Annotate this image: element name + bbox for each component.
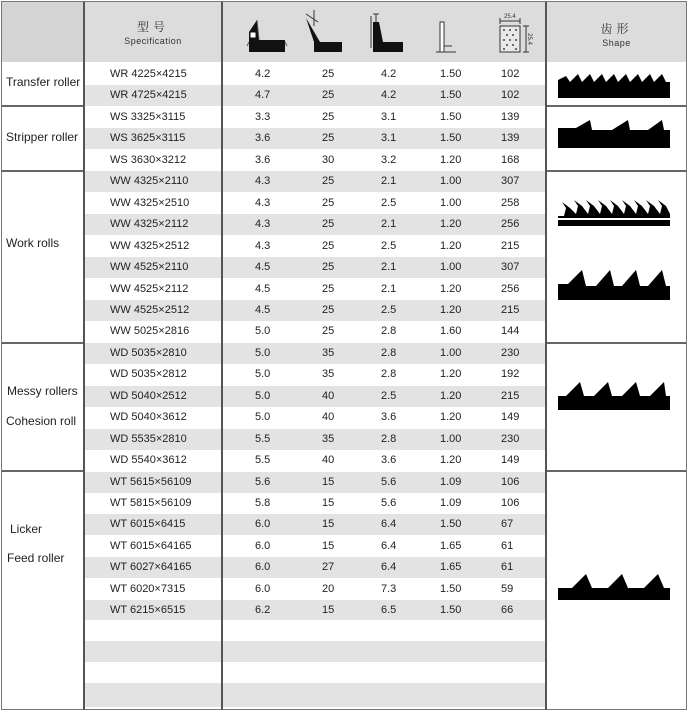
shape-header (547, 20, 686, 48)
table-row (85, 64, 545, 85)
value-cell-v2: 30 (322, 154, 335, 166)
value-cell-v4: 1.20 (440, 283, 462, 295)
tooth-profile-work-fine-icon (556, 194, 672, 228)
value-cell-v1: 3.3 (255, 111, 271, 123)
shape-header-en: Shape (602, 38, 631, 48)
value-cell-v2: 25 (322, 197, 335, 209)
spec-cell: WD 5040×2512 (110, 390, 187, 402)
value-cell-v2: 25 (322, 175, 335, 187)
value-cell-v4: 1.50 (440, 89, 462, 101)
tooth-profile-licker-icon (556, 566, 672, 602)
value-cell-v5: 106 (501, 497, 520, 509)
value-cell-v3: 3.6 (381, 411, 397, 423)
table-row (85, 128, 545, 149)
value-cell-v1: 5.0 (255, 347, 271, 359)
value-cell-v1: 4.5 (255, 304, 271, 316)
table-row (85, 600, 545, 621)
value-cell-v1: 4.3 (255, 197, 271, 209)
value-cell-v2: 40 (322, 411, 335, 423)
value-cell-v5: 102 (501, 89, 520, 101)
value-cell-v5: 59 (501, 583, 514, 595)
value-cell-v2: 25 (322, 325, 335, 337)
value-cell-v2: 27 (322, 561, 335, 573)
spec-cell: WD 5035×2812 (110, 368, 187, 380)
value-cell-v2: 40 (322, 454, 335, 466)
value-cell-v3: 6.4 (381, 518, 397, 530)
column-divider (83, 2, 85, 710)
tooth-angle-icon (300, 8, 346, 56)
value-cell-v1: 5.6 (255, 476, 271, 488)
spec-cell: WR 4225×4215 (110, 68, 187, 80)
value-cell-v4: 1.00 (440, 261, 462, 273)
value-cell-v4: 1.50 (440, 111, 462, 123)
empty-row (85, 620, 545, 641)
dim-label-side: 25.4 (525, 33, 532, 45)
value-cell-v2: 25 (322, 218, 335, 230)
value-cell-v5: 307 (501, 261, 520, 273)
value-cell-v4: 1.20 (440, 454, 462, 466)
value-cell-v2: 35 (322, 368, 335, 380)
spec-cell: WD 5540×3612 (110, 454, 187, 466)
value-cell-v1: 6.2 (255, 604, 271, 616)
spec-cell: WW 4325×2510 (110, 197, 190, 209)
table-row (85, 343, 545, 364)
group-separator (2, 342, 83, 344)
value-cell-v5: 139 (501, 132, 520, 144)
value-cell-v5: 61 (501, 540, 514, 552)
value-cell-v4: 1.20 (440, 390, 462, 402)
value-cell-v1: 4.7 (255, 89, 271, 101)
category-label-feed-roller: Feed roller (7, 551, 65, 565)
value-cell-v5: 106 (501, 476, 520, 488)
spec-header-cn: 型号 (136, 20, 169, 34)
table-row (85, 321, 545, 342)
tooth-profile-fine-icon (556, 68, 672, 100)
value-cell-v1: 5.0 (255, 411, 271, 423)
value-cell-v1: 5.8 (255, 497, 271, 509)
category-label-licker: Licker (10, 522, 43, 536)
value-cell-v2: 35 (322, 433, 335, 445)
value-cell-v5: 230 (501, 347, 520, 359)
spec-cell: WT 6020×7315 (110, 583, 186, 595)
value-cell-v5: 307 (501, 175, 520, 187)
value-cell-v3: 2.5 (381, 240, 397, 252)
table-row (85, 429, 545, 450)
value-cell-v4: 1.00 (440, 347, 462, 359)
spec-cell: WT 5815×56109 (110, 497, 192, 509)
empty-row (85, 683, 545, 707)
table-row (85, 514, 545, 535)
value-cell-v3: 2.8 (381, 347, 397, 359)
value-cell-v5: 67 (501, 518, 514, 530)
category-label-transfer-roller: Transfer roller (6, 75, 81, 89)
value-cell-v5: 61 (501, 561, 514, 573)
value-cell-v5: 66 (501, 604, 514, 616)
value-cell-v1: 3.6 (255, 132, 271, 144)
value-cell-v4: 1.50 (440, 518, 462, 530)
value-cell-v1: 4.3 (255, 175, 271, 187)
value-cell-v3: 3.1 (381, 132, 397, 144)
group-separator (2, 170, 83, 172)
value-cell-v4: 1.00 (440, 197, 462, 209)
value-cell-v4: 1.20 (440, 240, 462, 252)
category-label-messy-rollers: Messy rollers (7, 384, 78, 398)
table-row (85, 579, 545, 600)
spec-cell: WW 4525×2512 (110, 304, 190, 316)
value-cell-v2: 20 (322, 583, 335, 595)
value-cell-v2: 15 (322, 540, 335, 552)
table-row (85, 150, 545, 171)
spec-cell: WS 3325×3115 (110, 111, 186, 123)
value-cell-v1: 6.0 (255, 561, 271, 573)
column-divider (221, 2, 223, 710)
value-cell-v3: 7.3 (381, 583, 397, 595)
value-cell-v4: 1.20 (440, 154, 462, 166)
value-cell-v2: 35 (322, 347, 335, 359)
spec-cell: WW 4325×2512 (110, 240, 190, 252)
value-cell-v3: 2.1 (381, 175, 397, 187)
value-cell-v4: 1.09 (440, 476, 462, 488)
table-row (85, 450, 545, 471)
value-cell-v1: 5.0 (255, 325, 271, 337)
value-cell-v2: 25 (322, 111, 335, 123)
shape-header-cn: 齿形 (600, 22, 633, 36)
table-row (85, 193, 545, 214)
spec-cell: WW 4525×2112 (110, 283, 189, 295)
spec-cell: WT 6015×6415 (110, 518, 186, 530)
tooth-profile-work-coarse-icon (556, 266, 672, 302)
table-row (85, 536, 545, 557)
value-cell-v3: 2.1 (381, 261, 397, 273)
value-cell-v2: 25 (322, 132, 335, 144)
value-cell-v5: 215 (501, 240, 520, 252)
wire-thickness-icon (432, 16, 460, 56)
header-category-cell (2, 2, 83, 62)
value-cell-v1: 4.3 (255, 218, 271, 230)
value-cell-v3: 3.2 (381, 154, 397, 166)
table-row (85, 85, 545, 106)
category-label-work-rolls: Work rolls (6, 236, 60, 250)
value-cell-v4: 1.20 (440, 304, 462, 316)
value-cell-v3: 2.8 (381, 325, 397, 337)
category-label-stripper-roller: Stripper roller (6, 130, 79, 144)
value-cell-v5: 230 (501, 433, 520, 445)
value-cell-v3: 6.4 (381, 561, 397, 573)
value-cell-v2: 25 (322, 68, 335, 80)
spec-cell: WR 4725×4215 (110, 89, 187, 101)
table-row (85, 107, 545, 128)
value-cell-v1: 5.5 (255, 454, 271, 466)
spec-cell: WD 5040×3612 (110, 411, 187, 423)
value-cell-v4: 1.09 (440, 497, 462, 509)
value-cell-v2: 25 (322, 304, 335, 316)
table-row (85, 557, 545, 578)
tooth-profile-messy-icon (556, 376, 672, 412)
value-cell-v1: 3.6 (255, 154, 271, 166)
value-cell-v2: 15 (322, 497, 335, 509)
value-cell-v5: 215 (501, 390, 520, 402)
table-row (85, 472, 545, 493)
value-cell-v3: 2.5 (381, 197, 397, 209)
value-cell-v1: 6.0 (255, 518, 271, 530)
group-separator (547, 470, 686, 472)
table-row (85, 300, 545, 321)
value-cell-v5: 215 (501, 304, 520, 316)
group-separator (547, 170, 686, 172)
spec-cell: WW 4325×2110 (110, 175, 189, 187)
group-separator (547, 105, 686, 107)
value-cell-v4: 1.50 (440, 604, 462, 616)
value-cell-v4: 1.00 (440, 433, 462, 445)
table-row (85, 236, 545, 257)
value-cell-v1: 4.5 (255, 261, 271, 273)
value-cell-v4: 1.50 (440, 132, 462, 144)
value-cell-v5: 192 (501, 368, 520, 380)
table-row (85, 364, 545, 385)
table-row (85, 493, 545, 514)
spec-cell: WT 6027×64165 (110, 561, 192, 573)
value-cell-v3: 3.6 (381, 454, 397, 466)
value-cell-v3: 5.6 (381, 497, 397, 509)
column-divider (545, 2, 547, 710)
value-cell-v2: 40 (322, 390, 335, 402)
value-cell-v3: 2.5 (381, 390, 397, 402)
tooth-pitch-icon (245, 12, 291, 56)
value-cell-v4: 1.20 (440, 368, 462, 380)
category-label-cohesion-roll: Cohesion roll (6, 414, 77, 428)
value-cell-v2: 25 (322, 240, 335, 252)
value-cell-v5: 149 (501, 411, 520, 423)
spec-cell: WW 4325×2112 (110, 218, 189, 230)
value-cell-v1: 4.2 (255, 68, 271, 80)
spec-cell: WT 6215×6515 (110, 604, 186, 616)
value-cell-v5: 102 (501, 68, 520, 80)
value-cell-v1: 4.5 (255, 283, 271, 295)
empty-row (85, 641, 545, 662)
value-cell-v3: 2.8 (381, 433, 397, 445)
value-cell-v2: 15 (322, 476, 335, 488)
value-cell-v3: 4.2 (381, 68, 397, 80)
value-cell-v3: 2.1 (381, 283, 397, 295)
value-cell-v2: 25 (322, 283, 335, 295)
value-cell-v1: 5.0 (255, 390, 271, 402)
dim-label-top: 25.4 (504, 14, 516, 20)
value-cell-v1: 4.3 (255, 240, 271, 252)
value-cell-v4: 1.00 (440, 175, 462, 187)
tooth-height-icon (363, 8, 409, 56)
value-cell-v3: 2.8 (381, 368, 397, 380)
value-cell-v1: 6.0 (255, 583, 271, 595)
value-cell-v5: 144 (501, 325, 520, 337)
value-cell-v1: 6.0 (255, 540, 271, 552)
value-cell-v5: 258 (501, 197, 520, 209)
value-cell-v2: 25 (322, 261, 335, 273)
table-row (85, 214, 545, 235)
group-separator (547, 342, 686, 344)
spec-cell: WW 5025×2816 (110, 325, 190, 337)
table-row (85, 171, 545, 192)
spec-cell: WS 3625×3115 (110, 132, 186, 144)
spec-cell: WT 6015×64165 (110, 540, 192, 552)
value-cell-v1: 5.5 (255, 433, 271, 445)
value-cell-v5: 256 (501, 283, 520, 295)
spec-cell: WD 5035×2810 (110, 347, 187, 359)
group-separator (2, 105, 83, 107)
spec-header-en: Specification (124, 36, 182, 46)
value-cell-v4: 1.50 (440, 68, 462, 80)
table-row (85, 407, 545, 428)
table-row (85, 279, 545, 300)
value-cell-v3: 3.1 (381, 111, 397, 123)
spec-cell: WS 3630×3212 (110, 154, 187, 166)
value-cell-v2: 15 (322, 604, 335, 616)
table-row (85, 257, 545, 278)
value-cell-v5: 256 (501, 218, 520, 230)
value-cell-v2: 25 (322, 89, 335, 101)
value-cell-v3: 4.2 (381, 89, 397, 101)
group-separator (2, 470, 83, 472)
value-cell-v5: 168 (501, 154, 520, 166)
spec-cell: WW 4525×2110 (110, 261, 189, 273)
value-cell-v4: 1.65 (440, 561, 462, 573)
value-cell-v2: 15 (322, 518, 335, 530)
value-cell-v4: 1.50 (440, 583, 462, 595)
value-cell-v3: 5.6 (381, 476, 397, 488)
value-cell-v5: 139 (501, 111, 520, 123)
value-cell-v3: 2.1 (381, 218, 397, 230)
tooth-profile-stripper-icon (556, 114, 672, 150)
table-row (85, 386, 545, 407)
value-cell-v3: 6.5 (381, 604, 397, 616)
value-cell-v3: 2.5 (381, 304, 397, 316)
value-cell-v5: 149 (501, 454, 520, 466)
value-cell-v4: 1.20 (440, 218, 462, 230)
spec-cell: WT 5615×56109 (110, 476, 192, 488)
spec-header (85, 18, 221, 46)
value-cell-v3: 6.4 (381, 540, 397, 552)
value-cell-v1: 5.0 (255, 368, 271, 380)
value-cell-v4: 1.60 (440, 325, 462, 337)
spec-cell: WD 5535×2810 (110, 433, 187, 445)
value-cell-v4: 1.65 (440, 540, 462, 552)
empty-row (85, 662, 545, 683)
value-cell-v4: 1.20 (440, 411, 462, 423)
